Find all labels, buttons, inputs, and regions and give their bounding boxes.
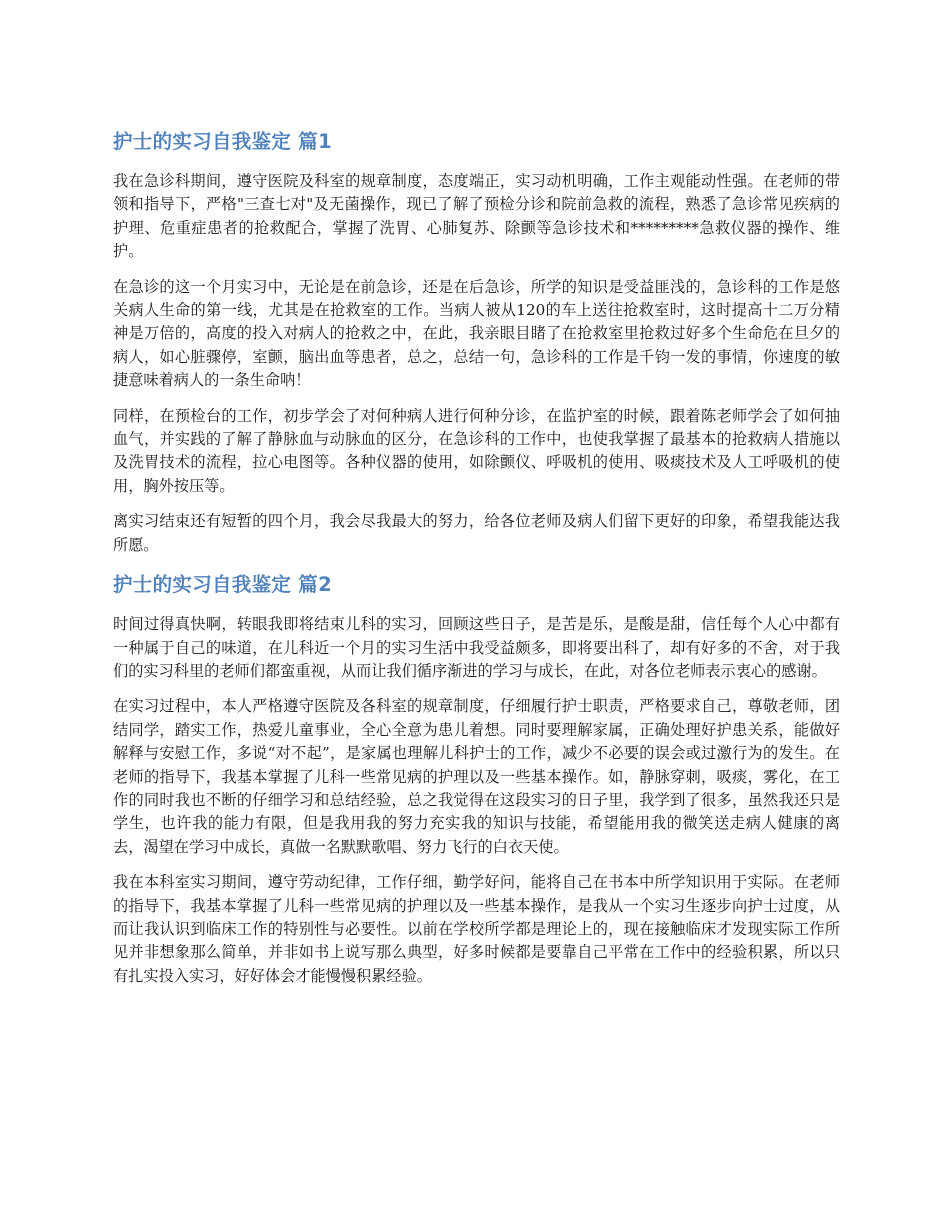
- section-1: [113, 126, 840, 557]
- paragraph: 时间过得真快啊，转眼我即将结束儿科的实习，回顾这些日子，是苦是乐，是酸是甜，信任每个人心中都有一种属于自己的味道，在儿科近一个月的实习生活中我受益颇多，即将要出科了，却有好多的不舍，对于我们的实习科里的老师们都蛮重视，从而让我们循序渐进的学习与成长，在此，对各位老师表示衷心的感谢。: [113, 615, 840, 680]
- paragraph: 在急诊的这一个月实习中，无论是在前急诊，还是在后急诊，所学的知识是受益匪浅的，急诊科的工作是悠关病人生命的第一线，尤其是在抢救室的工作。当病人被从120的车上送往抢救室时，这时提高十二万分精神是万倍的，高度的投入对病人的抢救之中，在此，我亲眼目睹了在抢救室里抢救过好多个生命危在旦夕的病人，如心脏骤停，室颤，脑出血等患者，总之，总结一句，急诊科的工作是千钧一发的事情，你速度的敏捷意味着病人的一条生命呐！: [113, 277, 840, 390]
- document-content: [113, 126, 840, 1000]
- paragraph: 同样，在预检台的工作，初步学会了对何种病人进行何种分诊，在监护室的时候，跟着陈老师学会了如何抽血气，并实践的了解了静脉血与动脉血的区分，在急诊科的工作中，也使我掌握了最基本的抢救病人措施以及洗胃技术的流程，拉心电图等。各种仪器的使用，如除颤仪、呼吸机的使用、吸痰技术及人工呼吸机的使用，胸外按压等。: [113, 406, 840, 495]
- section-2: [113, 569, 840, 988]
- paragraph: 离实习结束还有短暂的四个月，我会尽我最大的努力，给各位老师及病人们留下更好的印象，希望我能达我所愿。: [113, 512, 840, 554]
- paragraph: 我在本科室实习期间，遵守劳动纪律，工作仔细，勤学好问，能将自己在书本中所学知识用于实际。在老师的指导下，我基本掌握了儿科一些常见病的护理以及一些基本操作，是我从一个实习生逐步向护士过度，从而让我认识到临床工作的特别性与必要性。以前在学校所学都是理论上的，现在接触临床才发现实际工作所见并非想象那么简单，并非如书上说写那么典型，好多时候都是要靠自己平常在工作中的经验积累，所以只有扎实投入实习，好好体会才能慢慢积累经验。: [113, 873, 840, 985]
- paragraph: 在实习过程中，本人严格遵守医院及各科室的规章制度，仔细履行护士职责，严格要求自己，尊敬老师，团结同学，踏实工作，热爱儿童事业，全心全意为患儿着想。同时要理解家属，正确处理好护患关系，能做好解释与安慰工作，多说“对不起”，是家属也理解儿科护士的工作，减少不必要的误会或过激行为的发生。在老师的指导下，我基本掌握了儿科一些常见病的护理以及一些基本操作。如，静脉穿刺，吸痰，雾化，在工作的同时我也不断的仔细学习和总结经验，总之我觉得在这段实习的日子里，我学到了很多，虽然我还只是学生，也许我的能力有限，但是我用我的努力充实我的知识与技能，希望能用我的微笑送走病人健康的离去，渴望在学习中成长，真做一名默默歌唱、努力飞行的白衣天使。: [113, 697, 840, 856]
- paragraph: 我在急诊科期间，遵守医院及科室的规章制度，态度端正，实习动机明确，工作主观能动性强。在老师的带领和指导下，严格"三查七对"及无菌操作，现已了解了预检分诊和院前急救的流程，熟悉了急诊常见疾病的护理、危重症患者的抢救配合，掌握了洗胃、心肺复苏、除颤等急诊技术和*********急救仪器的操作、维护。: [113, 172, 840, 261]
- section-heading: 护士的实习自我鉴定 篇2: [113, 573, 332, 597]
- section-heading: 护士的实习自我鉴定 篇1: [113, 130, 332, 153]
